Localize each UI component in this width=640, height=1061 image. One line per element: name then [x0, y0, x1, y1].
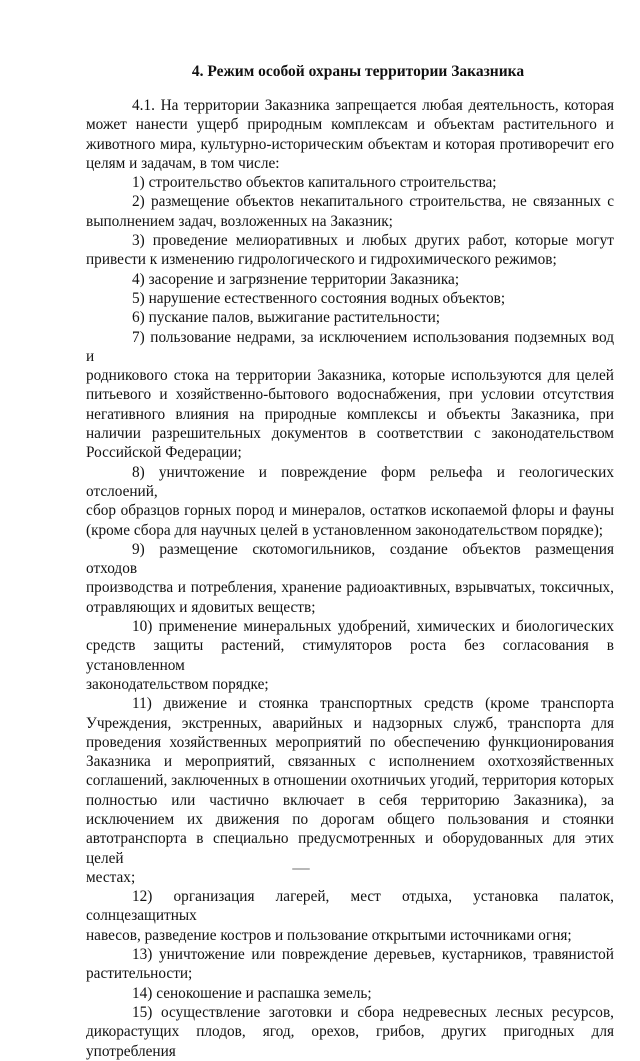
list-item: [86, 173, 614, 192]
text-line: отравляющих и ядовитых веществ;: [86, 598, 316, 616]
list-item: [86, 617, 614, 694]
list-item: [86, 192, 614, 231]
list-item: [86, 1003, 614, 1061]
text-line: питьевого и хозяйственно-бытового водоснабжения, при условии отсутствия: [86, 386, 614, 404]
text-line: негативного влияния на природные комплексы и объекты Заказника, при: [86, 405, 614, 423]
text-line: 11) движение и стоянка транспортных средств (кроме транспорта: [132, 695, 614, 713]
text-line: может нанести ущерб природным комплексам и объектам растительного и: [86, 116, 614, 134]
text-line: производства и потребления, хранение радиоактивных, взрывчатых, токсичных,: [86, 579, 614, 597]
text-line: исключением их движения по дорогам общего пользования и стоянки: [86, 810, 614, 828]
list-item: [86, 694, 614, 887]
text-line: 2) размещение объектов некапитального строительства, не связанных с: [132, 193, 614, 211]
text-line: 6) пускание палов, выжигание растительности;: [132, 309, 441, 327]
text-line: 10) применение минеральных удобрений, химических и биологических: [132, 618, 614, 636]
text-line: местах;: [86, 868, 136, 886]
text-line: 4) засорение и загрязнение территории Заказника;: [132, 270, 460, 288]
text-line: выполнением задач, возложенных на Заказник;: [86, 212, 393, 230]
text-line: целям и задачам, в том числе:: [86, 154, 280, 172]
list-item: [86, 231, 614, 270]
text-line: навесов, разведение костров и пользование открытыми источниками огня;: [86, 926, 572, 944]
text-line: средств защиты растений, стимуляторов роста без согласования в установленном: [86, 637, 614, 674]
list-item: [86, 945, 614, 984]
text-line: автотранспорта в специально предусмотренных и оборудованных для этих целей: [86, 830, 614, 867]
text-line: (кроме сбора для научных целей в установленном законодательством порядке);: [86, 521, 604, 539]
text-line: 9) размещение скотомогильников, создание объектов размещения отходов: [86, 540, 614, 578]
text-line: 15) осуществление заготовки и сбора недревесных лесных ресурсов,: [132, 1003, 614, 1021]
list-item: [86, 540, 614, 617]
list-item: [86, 463, 614, 540]
section-heading: 4. Режим особой охраны территории Заказника: [191, 63, 525, 80]
list-item: [86, 289, 614, 308]
text-line: 13) уничтожение или повреждение деревьев, кустарников, травянистой: [132, 946, 614, 964]
text-line: дикорастущих плодов, ягод, орехов, грибов, других пригодных для употребления: [86, 1023, 614, 1060]
scan-mark: [292, 868, 310, 870]
text-line: соглашений, заключенных в отношении охотничьих угодий, территория которых: [86, 772, 614, 790]
list-item: [86, 270, 614, 289]
text-line: 5) нарушение естественного состояния водных объектов;: [132, 289, 506, 307]
list-item: [86, 328, 614, 463]
text-line: растительности;: [86, 965, 193, 983]
text-line: 12) организация лагерей, мест отдыха, установка палаток, солнцезащитных: [86, 888, 614, 925]
text-line: 1) строительство объектов капитального строительства;: [132, 174, 497, 192]
text-line: 14) сенокошение и распашка земель;: [132, 984, 372, 1002]
text-line: Учреждения, экстренных, аварийных и надзорных служб, транспорта для: [86, 714, 614, 732]
list-item: [86, 887, 614, 945]
text-line: наличии разрешительных документов в соответствии с законодательством: [86, 425, 614, 443]
text-line: 7) пользование недрами, за исключением использования подземных вод и: [86, 328, 614, 365]
text-line: проведения хозяйственных мероприятий по обеспечению функционирования: [86, 733, 614, 751]
document-body: [86, 96, 614, 1061]
text-line: Заказника и мероприятий, связанных с исполнением охотхозяйственных: [86, 753, 614, 771]
list-item: [86, 984, 614, 1003]
text-line: 8) уничтожение и повреждение форм рельефа и геологических отслоений,: [86, 463, 614, 500]
text-line: животного мира, культурно-историческим объектам и которая противоречит его: [86, 135, 614, 153]
text-line: законодательством порядке;: [86, 675, 269, 693]
text-line: родникового стока на территории Заказника, которые используются для целей: [86, 367, 614, 385]
text-line: 3) проведение мелиоративных и любых других работ, которые могут: [132, 232, 614, 250]
text-line: 4.1. На территории Заказника запрещается любая деятельность, которая: [132, 97, 614, 114]
text-line: привести к изменению гидрологического и гидрохимического режимов;: [86, 251, 557, 269]
intro-paragraph: [86, 96, 614, 173]
text-line: Российской Федерации;: [86, 444, 242, 462]
text-line: полностью или частично включает в себя территорию Заказника), за: [86, 791, 614, 809]
text-line: сбор образцов горных пород и минералов, остатков ископаемой флоры и фауны: [86, 502, 614, 520]
list-item: [86, 308, 614, 327]
